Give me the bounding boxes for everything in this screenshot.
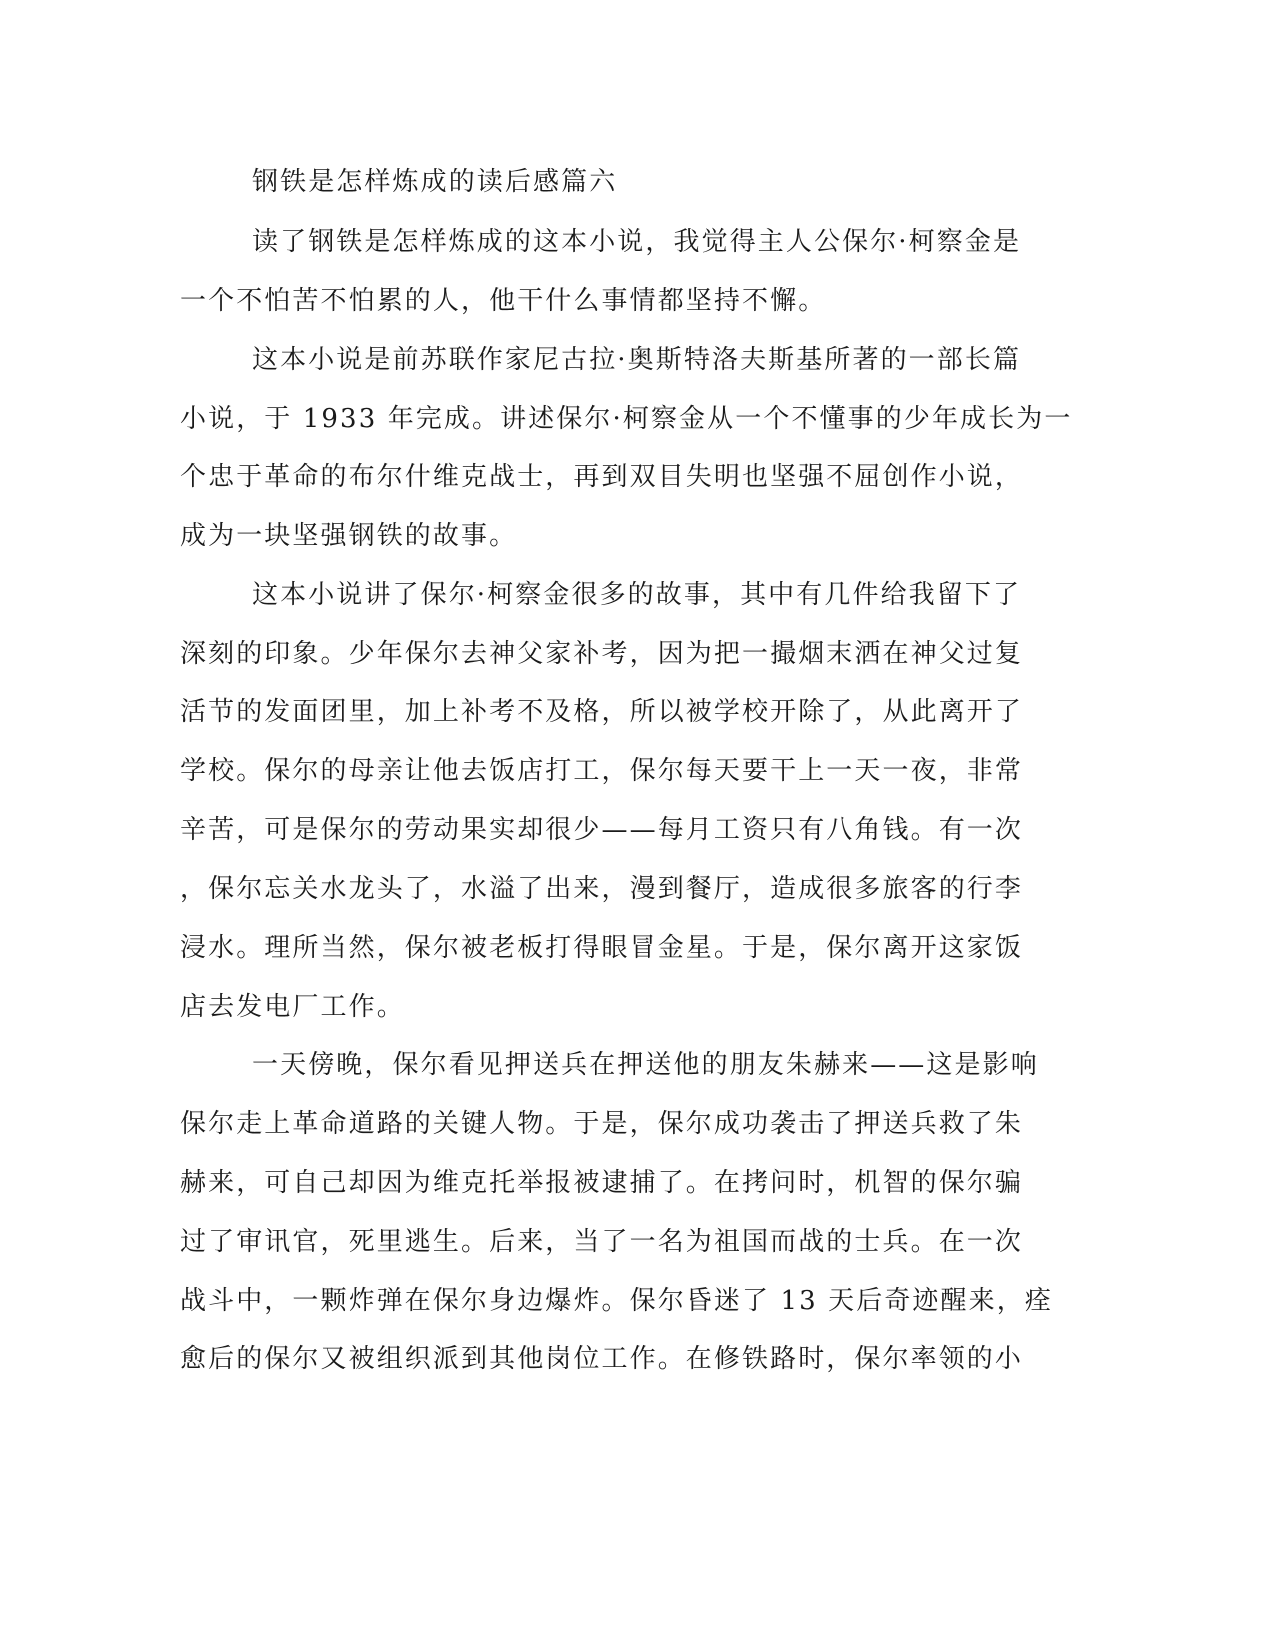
paragraph-1-line-2: 一个不怕苦不怕累的人，他干什么事情都坚持不懈。 xyxy=(180,286,827,316)
paragraph-3-line-1: 这本小说讲了保尔·柯察金很多的故事，其中有几件给我留下了 xyxy=(252,580,1022,610)
paragraph-3-line-3: 活节的发面团里，加上补考不及格，所以被学校开除了，从此离开了 xyxy=(180,697,1024,727)
paragraph-1-line-1: 读了钢铁是怎样炼成的这本小说，我觉得主人公保尔·柯察金是 xyxy=(252,227,1022,257)
paragraph-3-line-6: ，保尔忘关水龙头了，水溢了出来，漫到餐厅，造成很多旅客的行李 xyxy=(180,874,1024,904)
paragraph-4-line-2: 保尔走上革命道路的关键人物。于是，保尔成功袭击了押送兵救了朱 xyxy=(180,1109,1024,1139)
paragraph-2-line-3: 个忠于革命的布尔什维克战士，再到双目失明也坚强不屈创作小说， xyxy=(180,462,1024,492)
paragraph-3-line-7: 浸水。理所当然，保尔被老板打得眼冒金星。于是，保尔离开这家饭 xyxy=(180,933,1024,963)
paragraph-4-line-1: 一天傍晚，保尔看见押送兵在押送他的朋友朱赫来——这是影响 xyxy=(252,1050,1039,1080)
paragraph-3-line-4: 学校。保尔的母亲让他去饭店打工，保尔每天要干上一天一夜，非常 xyxy=(180,756,1024,786)
paragraph-4-line-6: 愈后的保尔又被组织派到其他岗位工作。在修铁路时，保尔率领的小 xyxy=(180,1344,1024,1374)
paragraph-4-line-4: 过了审讯官，死里逃生。后来，当了一名为祖国而战的士兵。在一次 xyxy=(180,1227,1024,1257)
paragraph-4-line-3: 赫来，可自己却因为维克托举报被逮捕了。在拷问时，机智的保尔骗 xyxy=(180,1168,1024,1198)
paragraph-3-line-2: 深刻的印象。少年保尔去神父家补考，因为把一撮烟末洒在神父过复 xyxy=(180,639,1024,669)
document-title: 钢铁是怎样炼成的读后感篇六 xyxy=(252,167,618,197)
paragraph-3-line-5: 辛苦，可是保尔的劳动果实却很少——每月工资只有八角钱。有一次 xyxy=(180,815,1024,845)
paragraph-3-line-8: 店去发电厂工作。 xyxy=(180,992,405,1022)
paragraph-2-line-1: 这本小说是前苏联作家尼古拉·奥斯特洛夫斯基所著的一部长篇 xyxy=(252,345,1022,375)
paragraph-2-line-2: 小说，于 1933 年完成。讲述保尔·柯察金从一个不懂事的少年成长为一 xyxy=(180,404,1073,434)
paragraph-2-line-4: 成为一块坚强钢铁的故事。 xyxy=(180,521,518,551)
paragraph-4-line-5: 战斗中，一颗炸弹在保尔身边爆炸。保尔昏迷了 13 天后奇迹醒来，痊 xyxy=(180,1286,1053,1316)
